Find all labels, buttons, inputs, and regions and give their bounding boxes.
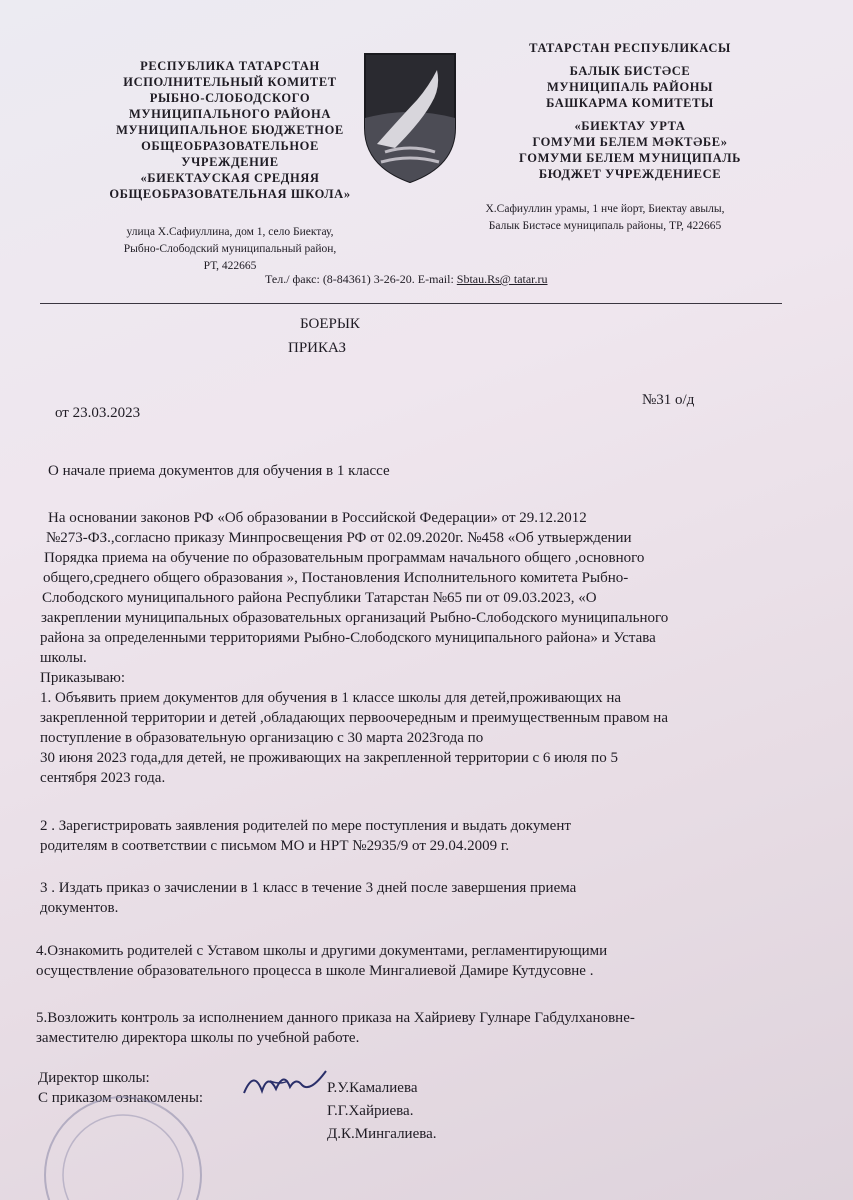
body-line: 1. Объявить прием документов для обучения в 1 классе школы для детей,проживающих на <box>40 690 622 706</box>
body-line: 4.Ознакомить родителей с Уставом школы и другими документами, регламентирующими <box>36 943 608 959</box>
header-right-line: ТАТАРСТАН РЕСПУБЛИКАСЫ <box>529 41 731 55</box>
body-line: школы. <box>40 650 87 666</box>
body-line: 5.Возложить контроль за исполнением данного приказа на Хайриеву Гулнаре Габдулхановне- <box>36 1010 635 1026</box>
header-left-line: ОБЩЕОБРАЗОВАТЕЛЬНАЯ ШКОЛА» <box>109 187 351 201</box>
header-right-line: ГОМУМИ БЕЛЕМ МУНИЦИПАЛЬ <box>519 151 741 165</box>
body-line: поступление в образовательную организацию с 30 марта 2023года по <box>40 730 484 746</box>
header-right <box>495 40 765 182</box>
address-left <box>80 224 380 275</box>
header-left-line: РЫБНО-СЛОБОДСКОГО <box>149 91 311 105</box>
body-line: закреплении муниципальных образовательных организаций Рыбно-Слободского муниципального <box>41 610 669 626</box>
address-left-line: улица Х.Сафиуллина, дом 1, село Биектау, <box>126 226 334 238</box>
body-line: сентября 2023 года. <box>40 770 166 786</box>
header-right-line: БЮДЖЕТ УЧРЕЖДЕНИЕСЕ <box>538 167 722 181</box>
address-right-line: Балык Бистәсе муниципаль районы, ТР, 422665 <box>488 220 722 232</box>
address-right-line: Х.Сафиуллин урамы, 1 нче йорт, Биектау авылы, <box>485 203 725 215</box>
header-left-line: «БИЕКТАУСКАЯ СРЕДНЯЯ <box>140 171 320 185</box>
header-right-line: БАШКАРМА КОМИТЕТЫ <box>546 96 714 110</box>
header-divider <box>40 303 782 304</box>
header-left-line: ИСПОЛНИТЕЛЬНЫЙ КОМИТЕТ <box>123 75 337 89</box>
order-subject: О начале приема документов для обучения в 1 классе <box>48 463 390 479</box>
body-line: заместителю директора школы по учебной работе. <box>36 1030 360 1046</box>
body-line: Приказываю: <box>40 670 125 686</box>
body-line: общего,среднего общего образования », Постановления Исполнительного комитета Рыбно- <box>43 570 629 586</box>
address-left-line: Рыбно-Слободский муниципальный район, <box>123 243 337 255</box>
signatory-name: Д.К.Мингалиева. <box>327 1126 437 1142</box>
header-left <box>95 58 365 202</box>
header-right-line: «БИЕКТАУ УРТА <box>574 119 686 133</box>
header-left-line: ОБЩЕОБРАЗОВАТЕЛЬНОЕ <box>141 139 319 153</box>
coat-of-arms-emblem <box>355 48 465 188</box>
official-stamp <box>38 1080 208 1200</box>
body-line: документов. <box>40 900 119 916</box>
body-line: закрепленной территории и детей ,обладающих первоочередным и преимущественным правом на <box>40 710 668 726</box>
signatory-name: Р.У.Камалиева <box>327 1080 418 1096</box>
body-line: На основании законов РФ «Об образовании в Российской Федерации» от 29.12.2012 <box>48 510 587 526</box>
director-label: Директор школы: <box>38 1070 150 1086</box>
signatory-name: Г.Г.Хайриева. <box>327 1103 414 1119</box>
body-line: №273-ФЗ.,согласно приказу Минпросвещения РФ от 02.09.2020г. №458 «Об утвыерждении <box>46 530 632 546</box>
contact-email-link[interactable]: Sbtau.Rs@ tatar.ru <box>456 272 548 286</box>
header-left-line: РЕСПУБЛИКА ТАТАРСТАН <box>140 59 320 73</box>
address-left-line: РТ, 422665 <box>203 260 257 272</box>
address-right <box>445 201 765 235</box>
body-line: осуществление образовательного процесса в школе Мингалиевой Дамире Кутдусовне . <box>36 963 594 979</box>
title-russian: ПРИКАЗ <box>288 340 346 356</box>
body-line: Слободского муниципального района Республики Татарстан №65 пи от 09.03.2023, «О <box>42 590 597 606</box>
header-left-line: МУНИЦИПАЛЬНОГО РАЙОНА <box>129 107 331 121</box>
body-line: района за определенными территориями Рыбно-Слободского муниципального района» и Устава <box>40 630 656 646</box>
header-left-line: МУНИЦИПАЛЬНОЕ БЮДЖЕТНОЕ <box>116 123 344 137</box>
contact-line <box>265 272 548 287</box>
body-line: 3 . Издать приказ о зачислении в 1 класс в течение 3 дней после завершения приема <box>40 880 577 896</box>
handwritten-signature <box>240 1063 330 1103</box>
order-number: №31 о/д <box>642 392 695 408</box>
contact-phone: Тел./ факс: (8-84361) 3-26-20. E-mail: <box>265 272 457 286</box>
title-tatar: БОЕРЫК <box>300 316 360 332</box>
body-line: родителям в соответствии с письмом МО и НРТ №2935/9 от 29.04.2009 г. <box>40 838 510 854</box>
body-line: 30 июня 2023 года,для детей, не проживающих на закрепленной территории с 6 июля по 5 <box>40 750 618 766</box>
body-line: Порядка приема на обучение по образовательным программам начального общего ,основного <box>44 550 645 566</box>
header-right-line: ГОМУМИ БЕЛЕМ МӘКТӘБЕ» <box>532 135 728 149</box>
body-line: 2 . Зарегистрировать заявления родителей по мере поступления и выдать документ <box>40 818 571 834</box>
acquainted-label: С приказом ознакомлены: <box>38 1090 204 1106</box>
header-right-line: МУНИЦИПАЛЬ РАЙОНЫ <box>546 80 714 94</box>
header-right-line: БАЛЫК БИСТӘСЕ <box>569 64 691 78</box>
order-date: от 23.03.2023 <box>55 405 141 421</box>
header-left-line: УЧРЕЖДЕНИЕ <box>181 155 279 169</box>
